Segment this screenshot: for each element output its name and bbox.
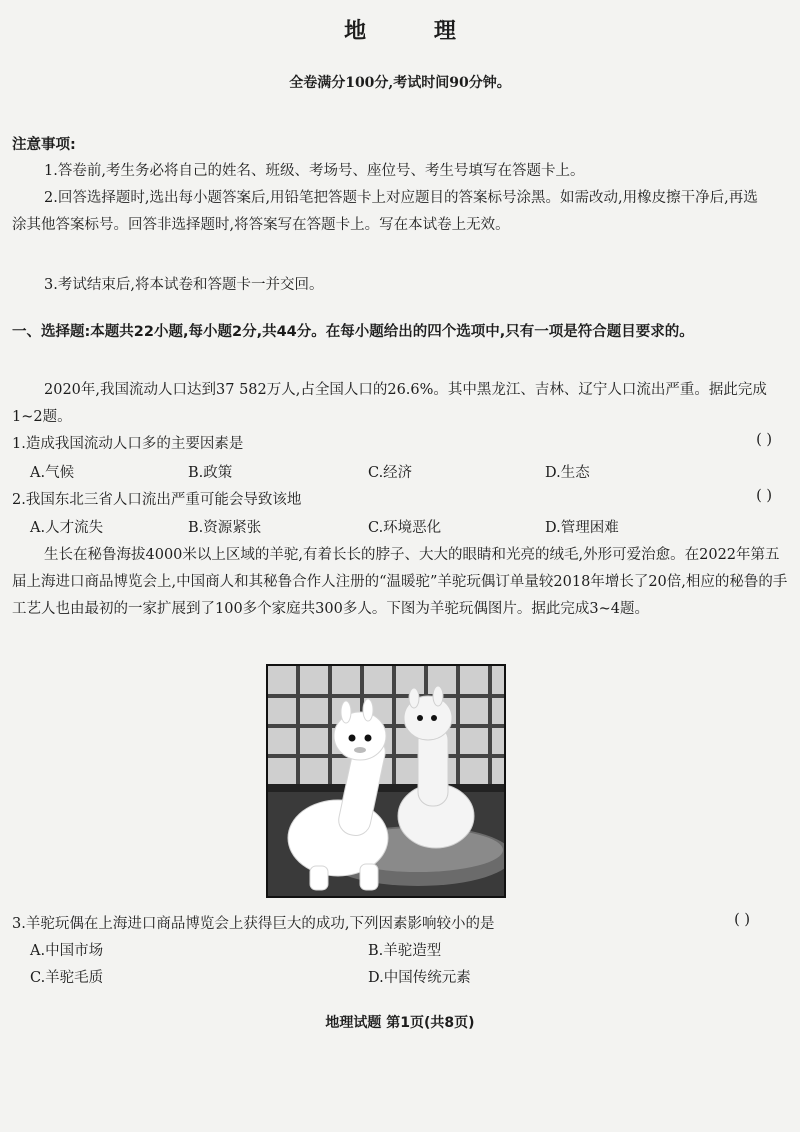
option-a: A.人才流失 xyxy=(30,520,104,536)
question-1-options xyxy=(30,461,770,485)
question-text: 2.我国东北三省人口流出严重可能会导致该地 xyxy=(12,492,302,508)
page-title: 地 理 xyxy=(344,19,486,44)
question-text: 1.造成我国流动人口多的主要因素是 xyxy=(12,436,244,452)
page-footer: 地理试题 第1页(共8页) xyxy=(325,1015,475,1031)
answer-bracket: ( ) xyxy=(756,488,772,504)
option-d: D.中国传统元素 xyxy=(368,970,471,986)
option-a: A.气候 xyxy=(30,465,75,481)
alpaca-toy-photo xyxy=(266,664,506,898)
option-d: D.生态 xyxy=(545,465,590,481)
option-d: D.管理困难 xyxy=(545,520,619,536)
option-c: C.经济 xyxy=(368,465,413,481)
question-2 xyxy=(12,488,772,509)
exam-info: 全卷满分100分,考试时间90分钟。 xyxy=(289,75,511,91)
answer-bracket: ( ) xyxy=(756,432,772,448)
option-b: B.政策 xyxy=(188,465,233,481)
question-2-options xyxy=(30,516,770,540)
notice-item-3: 3.考试结束后,将本试卷和答题卡一并交回。 xyxy=(44,277,324,293)
option-c: C.环境恶化 xyxy=(368,520,442,536)
alpaca-photo-illustration xyxy=(268,666,504,896)
question-3-options-row-2 xyxy=(30,966,770,990)
question-3-options-row-1 xyxy=(30,939,770,963)
option-c: C.羊驼毛质 xyxy=(30,970,104,986)
question-stem-3-4: 生长在秘鲁海拔4000米以上区域的羊驼,有着长长的脖子、大大的眼睛和光亮的绒毛,外形可爱治愈。在2022年第五届上海进口商品博览会上,中国商人和其秘鲁合作人注册的“温暖驼”羊驼玩偶订单量较2018年增长了20倍,相应的秘鲁的手工艺人也由最初的一家扩展到了100多个家庭共300多人。下图为羊驼玩偶图片。据此完成3~4题。 xyxy=(12,547,788,617)
option-b: B.羊驼造型 xyxy=(368,943,442,959)
answer-bracket: ( ) xyxy=(734,912,750,928)
section-heading: 一、选择题:本题共22小题,每小题2分,共44分。在每小题给出的四个选项中,只有一项是符合题目要求的。 xyxy=(12,324,694,340)
option-a: A.中国市场 xyxy=(30,943,104,959)
notice-item-1: 1.答卷前,考生务必将自己的姓名、班级、考场号、座位号、考生号填写在答题卡上。 xyxy=(44,163,585,179)
notice-heading: 注意事项: xyxy=(12,137,76,153)
notice-item-2: 2.回答选择题时,选出每小题答案后,用铅笔把答题卡上对应题目的答案标号涂黑。如需改动,用橡皮擦干净后,再选涂其他答案标号。回答非选择题时,将答案写在答题卡上。写在本试卷上无效。 xyxy=(12,190,758,233)
question-1 xyxy=(12,432,772,453)
question-text: 3.羊驼玩偶在上海进口商品博览会上获得巨大的成功,下列因素影响较小的是 xyxy=(12,916,495,932)
question-3 xyxy=(12,912,772,933)
option-b: B.资源紧张 xyxy=(188,520,262,536)
question-stem-1-2: 2020年,我国流动人口达到37 582万人,占全国人口的26.6%。其中黑龙江、吉林、辽宁人口流出严重。据此完成1~2题。 xyxy=(12,382,767,425)
